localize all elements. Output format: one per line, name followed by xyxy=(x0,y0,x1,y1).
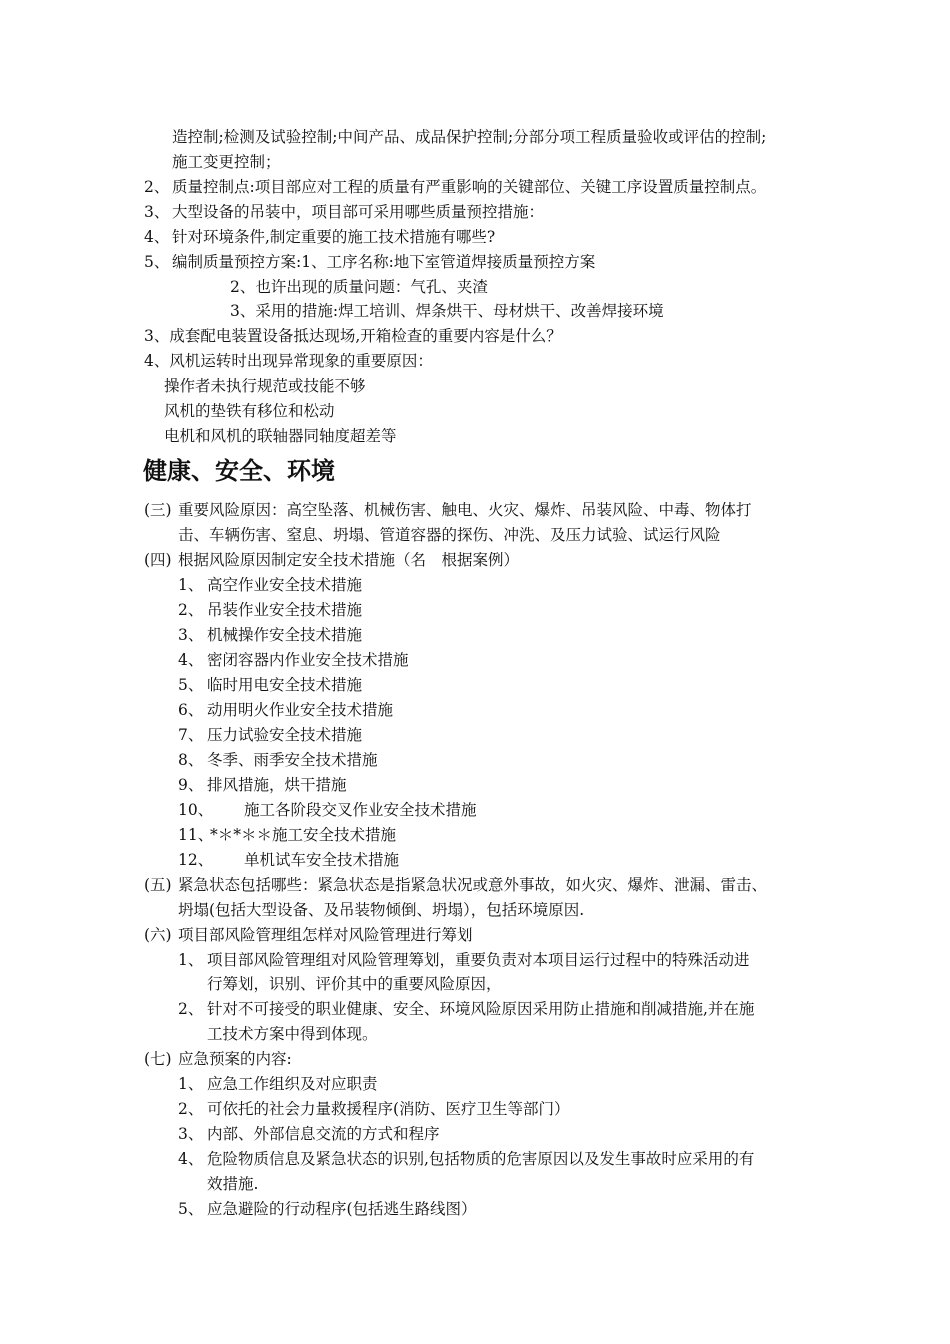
list-item-text: 单机试车安全技术措施 xyxy=(244,851,400,869)
list-item-text: 吊装作业安全技术措施 xyxy=(207,601,363,619)
list-item-text: 内部、外部信息交流的方式和程序 xyxy=(207,1125,440,1143)
list-number: 1、 xyxy=(178,951,204,969)
list-number: 2、 xyxy=(144,178,170,196)
section-number: (六) xyxy=(144,926,172,944)
list-item-text: 针对环境条件,制定重要的施工技术措施有哪些? xyxy=(172,228,496,246)
list-number: 2、 xyxy=(178,601,204,619)
section-text: 坍塌(包括大型设备、及吊装物倾倒、坍塌），包括环境原因. xyxy=(178,901,585,919)
question-text: 3、成套配电装置设备抵达现场,开箱检查的重要内容是什么？ xyxy=(144,327,562,345)
list-number: 5、 xyxy=(178,1200,204,1218)
list-number: 3、 xyxy=(144,203,170,221)
section-number: (七) xyxy=(144,1050,172,1068)
list-item-text: 压力试验安全技术措施 xyxy=(207,726,363,744)
list-number: 8、 xyxy=(178,751,204,769)
list-item-text: 危险物质信息及紧急状态的识别,包括物质的危害原因以及发生事故时应采用的有 xyxy=(207,1150,755,1168)
list-item-text: 针对不可接受的职业健康、安全、环境风险原因采用防止措施和削减措施,并在施 xyxy=(207,1000,755,1018)
list-number: 11、 xyxy=(178,826,214,844)
list-number: 3、 xyxy=(178,1125,204,1143)
list-item-text: 密闭容器内作业安全技术措施 xyxy=(207,651,409,669)
list-item-text: 动用明火作业安全技术措施 xyxy=(207,701,394,719)
section-text: 紧急状态包括哪些：紧急状态是指紧急状况或意外事故，如火灾、爆炸、泄漏、雷击、 xyxy=(178,876,768,894)
list-item-text: 大型设备的吊装中，项目部可采用哪些质量预控措施： xyxy=(172,203,545,221)
list-item-text: *＊*＊＊施工安全技术措施 xyxy=(210,826,397,844)
list-item-text: 临时用电安全技术措施 xyxy=(207,676,363,694)
section-number: (四) xyxy=(144,551,172,569)
reason-text: 风机的垫铁有移位和松动 xyxy=(164,402,335,420)
list-item-text: 质量控制点:项目部应对工程的质量有严重影响的关键部位、关键工序设置质量控制点。 xyxy=(172,178,767,196)
list-number: 4、 xyxy=(178,651,204,669)
list-item-text: 行筹划，识别、评价其中的重要风险原因， xyxy=(207,975,502,993)
section-text: 击、车辆伤害、窒息、坍塌、管道容器的探伤、冲洗、及压力试验、试运行风险 xyxy=(178,526,721,544)
list-item-text: 施工各阶段交叉作业安全技术措施 xyxy=(244,801,477,819)
list-number: 12、 xyxy=(178,851,214,869)
paragraph-line: 施工变更控制； xyxy=(172,153,281,171)
list-number: 3、 xyxy=(178,626,204,644)
list-item-text: 高空作业安全技术措施 xyxy=(207,576,363,594)
list-number: 9、 xyxy=(178,776,204,794)
list-number: 2、 xyxy=(178,1100,204,1118)
section-number: (五) xyxy=(144,876,172,894)
list-item-text: 机械操作安全技术措施 xyxy=(207,626,363,644)
list-item-text: 排风措施，烘干措施 xyxy=(207,776,347,794)
section-number: (三) xyxy=(144,501,172,519)
list-number: 5、 xyxy=(178,676,204,694)
list-number: 1、 xyxy=(178,1075,204,1093)
list-number: 2、 xyxy=(178,1000,204,1018)
list-item-text: 可依托的社会力量救援程序(消防、医疗卫生等部门） xyxy=(207,1100,570,1118)
paragraph-line: 造控制;检测及试验控制;中间产品、成品保护控制;分部分项工程质量验收或评估的控制; xyxy=(172,128,767,146)
section-heading: 健康、安全、环境 xyxy=(143,456,335,485)
section-text: 重要风险原因：高空坠落、机械伤害、触电、火灾、爆炸、吊装风险、中毒、物体打 xyxy=(178,501,752,519)
list-number: 6、 xyxy=(178,701,204,719)
section-text: 项目部风险管理组怎样对风险管理进行筹划 xyxy=(178,926,473,944)
reason-text: 电机和风机的联轴器同轴度超差等 xyxy=(164,427,397,445)
list-number: 4、 xyxy=(178,1150,204,1168)
list-number: 1、 xyxy=(178,576,204,594)
sub-item-text: 2、也许出现的质量问题：气孔、夹渣 xyxy=(230,278,488,296)
list-item-text: 编制质量预控方案:1、工序名称:地下室管道焊接质量预控方案 xyxy=(172,253,596,271)
list-number: 7、 xyxy=(178,726,204,744)
sub-item-text: 3、采用的措施:焊工培训、焊条烘干、母材烘干、改善焊接环境 xyxy=(230,302,664,320)
list-number: 10、 xyxy=(178,801,214,819)
list-number: 4、 xyxy=(144,228,170,246)
list-item-text: 冬季、雨季安全技术措施 xyxy=(207,751,378,769)
section-text: 应急预案的内容: xyxy=(178,1050,292,1068)
list-item-text: 应急工作组织及对应职责 xyxy=(207,1075,378,1093)
list-item-text: 效措施. xyxy=(207,1175,259,1193)
list-item-text: 应急避险的行动程序(包括逃生路线图） xyxy=(207,1200,477,1218)
list-number: 5、 xyxy=(144,253,170,271)
reason-text: 操作者未执行规范或技能不够 xyxy=(164,377,366,395)
section-text: 根据风险原因制定安全技术措施（名 根据案例） xyxy=(178,551,520,569)
question-text: 4、风机运转时出现异常现象的重要原因： xyxy=(144,352,433,370)
list-item-text: 工技术方案中得到体现。 xyxy=(207,1025,378,1043)
list-item-text: 项目部风险管理组对风险管理筹划，重要负责对本项目运行过程中的特殊活动进 xyxy=(207,951,750,969)
